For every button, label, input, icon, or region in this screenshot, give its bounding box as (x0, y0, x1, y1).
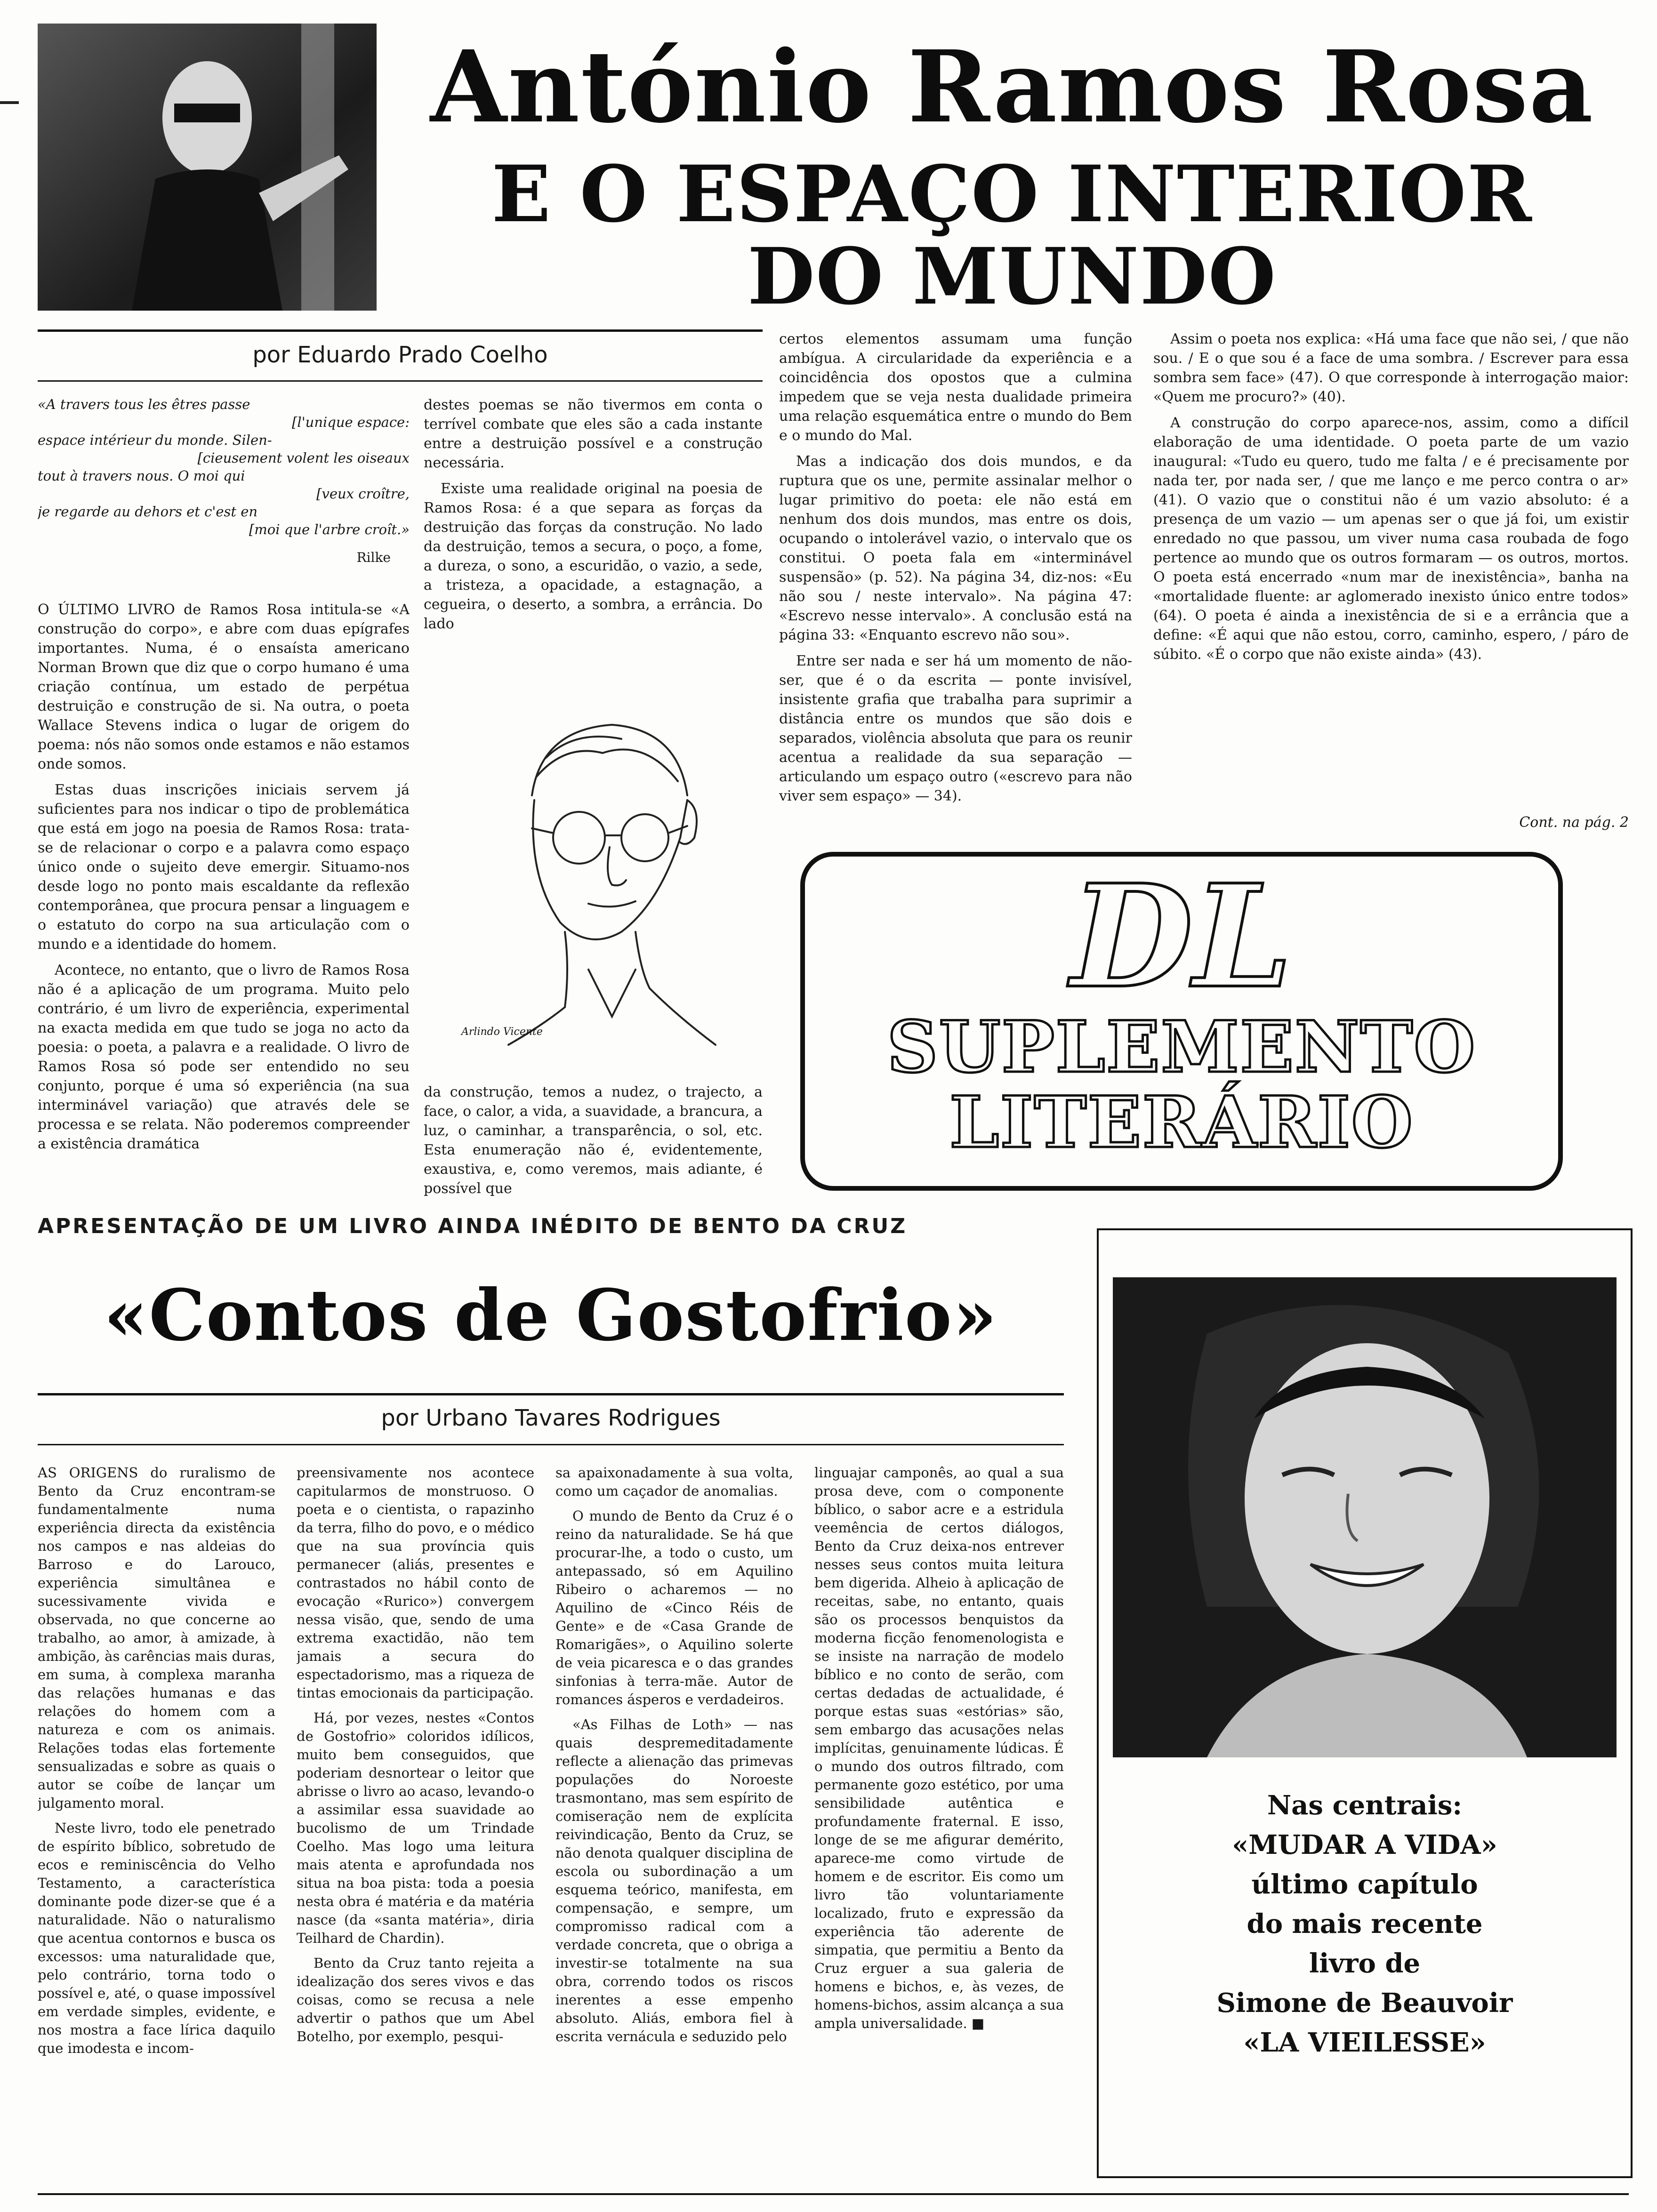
paragraph: A construção do corpo aparece-nos, assim, como a difícil elaboração de uma identidade. O poeta parte de um vazio inaugural: «Tudo eu quero, tudo me falta / e é precisamente por nada ter, por nada ser, / que me lanço e me perco contra o ar» (41). O vazio que o constitui não é um vazio absoluto: é a presença de um vazio — um apenas ser o que já foi, um existir enredado no que passou, um viver numa casa roubada de fogo pertence ao mundo que os outros formaram — os outros, mortos. O poeta está encerrado «num mar de inexistência», banha na «mortalidade fluente: ar aglomerado inexisto único entre todos» (64). O poeta é ainda a inexistência de si e a errância que a define: «É aqui que não estou, corro, caminho, espero, / páro de súbito. «É o corpo que não existe ainda» (43). (1153, 415, 1629, 663)
article2-column-3 (555, 1464, 793, 2174)
paragraph: destes poemas se não tivermos em conta o terrível combate que eles são a cada instante entre a destruição possível e a construção necessária. (424, 397, 763, 471)
epigraph (38, 395, 410, 538)
paragraph: O mundo de Bento da Cruz é o reino da naturalidade. Se há que procurar-lhe, a todo o custo, um antepassado, só em Aquilino Ribeiro o acharemos — no Aquilino de «Cinco Réis de Gente» e de «Casa Grande de Romarigães», o Aquilino solerte de veia picaresca e o das grandes sinfonias à terra-mãe. Autor de romances ásperos e verdadeiros. (555, 1508, 793, 1707)
paragraph: O ÚLTIMO LIVRO de Ramos Rosa intitula-se «A construção do corpo», e abre com duas epígrafes importantes. Numa, é o ensaísta americano Norman Brown que diz que o corpo humano é uma criação contínua, um estado de perpétua destruição e construção de si. Na outra, o poeta Wallace Stevens indica o lugar de origem do poema: nós não somos onde estamos e não estamos onde somos. (38, 601, 410, 772)
simone-de-beauvoir-photo (1113, 1277, 1617, 1757)
byline-rule-top (38, 329, 763, 332)
epigraph-line: [l'unique espace: (292, 414, 410, 430)
paragraph: Estas duas inscrições iniciais servem já suficientes para nos indicar o tipo de problemática que está em jogo na poesia de Ramos Rosa: trata-se de relacionar o corpo e a palavra como espaço único onde o sujeito deve emergir. Situamo-nos desde logo no ponto mais escaldante da reflexão contemporânea, que procura pensar a linguagem e o estatuto do corpo na sua articulação com o mundo e a identidade do homem. (38, 782, 410, 953)
literario-word: LITERÁRIO (949, 1081, 1414, 1164)
epigraph-line: [veux croître, (316, 486, 410, 502)
paragraph: Há, por vezes, nestes «Contos de Gostofrio» coloridos idílicos, muito bem conseguidos, que poderiam desnortear o leitor que abrisse o livro ao acaso, levando-o a assimilar essa suavidade ao bucolismo de um Trindade Coelho. Mas logo uma leitura mais atenta e aprofundada nos situa na boa pista: toda a poesia nesta obra é matéria e da matéria nasce (da «santa matéria», diria Teilhard de Chardin). (297, 1710, 534, 1946)
promo-line: «MUDAR A VIDA» (1232, 1829, 1497, 1860)
article2-column-1 (38, 1464, 275, 2174)
article1-column-2-bottom (424, 1082, 763, 1200)
byline-article2: por Urbano Tavares Rodrigues (381, 1405, 721, 1431)
epigraph-author: Rilke (356, 550, 391, 565)
article1-column-2-top (424, 395, 763, 682)
margin-mark (0, 101, 19, 104)
portrait-drawing (424, 687, 763, 1073)
epigraph-line: [cieusement volent les oiseaux (197, 450, 410, 466)
byline-article1: por Eduardo Prado Coelho (252, 342, 548, 368)
dl-logo: DL (1070, 853, 1293, 1019)
suplemento-literario-logo-box (800, 852, 1563, 1191)
epigraph-line: espace intérieur du monde. Silen- (38, 432, 272, 448)
paragraph: linguajar camponês, ao qual a sua prosa deve, com o componente bíblico, o sabor acre e a estridula veemência de certos diálogos, Bento da Cruz deixa-nos entrever nesses seus contos muita leitura bem digerida. Alheio à aplicação de receitas, sabe, no entanto, quais são os processos benquistos da moderna ficção fenomenologista e se insiste na narração de modelo bíblico e no conto de serão, com certas dedadas de actualidade, é porque estas suas «estórias» são, sem embargo das acusações nelas implícitas, genuinamente lúdicas. É o mundo dos outros filtrado, com permanente gozo estético, por uma sensibilidade autêntica e profundamente fraternal. E isso, longe de se me afigurar demérito, aparece-me como virtude de homem e de escritor. Eis como um livro tão voluntariamente localizado, fruto e expressão da experiência tão aderente de simpatia, que permitiu a Bento da Cruz erguer a sua galeria de homens e bichos, e, às vezes, de homens-bichos, assim alcança a sua ampla universalidade. ■ (814, 1465, 1064, 2031)
article2-column-2 (297, 1464, 534, 2174)
article2-title: «Contos de Gostofrio» (104, 1274, 998, 1357)
article1-column-3 (779, 329, 1132, 852)
promo-line: Nas centrais: (1267, 1790, 1463, 1821)
paragraph: da construção, temos a nudez, o trajecto, a face, o calor, a vida, a suavidade, a brancura, a luz, o caminhar, a transparência, o sol, etc. Esta enumeração não é, evidentemente, exaustiva, e, como veremos, mais adiante, é possível que (424, 1084, 763, 1197)
paragraph: sa apaixonadamente à sua volta, como um caçador de anomalias. (555, 1465, 793, 1499)
promo-line: último capítulo (1251, 1869, 1478, 1900)
paragraph: Existe uma realidade original na poesia de Ramos Rosa: é a que separa as forças da destruição das forças da construção. No lado da destruição, temos a secura, o poço, a fome, a dureza, o sono, a escuridão, o vazio, a sede, a tristeza, a opacidade, a estagnação, a cegueira, o deserto, a sombra, a errância. Do lado (424, 481, 763, 632)
article1-column-1 (38, 395, 410, 1200)
promo-line: «LA VIEILESSE» (1243, 2027, 1486, 2058)
byline2-rule-top (38, 1393, 1064, 1395)
article1-column-4 (1153, 329, 1629, 805)
article-subtitle-line1: E O ESPAÇO INTERIOR (491, 148, 1533, 240)
continued-note: Cont. na pág. 2 (1519, 814, 1629, 831)
paragraph: certos elementos assumam uma função ambígua. A circularidade da experiência e a coincidência dos opostos que a culmina impedem que se veja nesta dualidade primeira uma relação esquemática entre o mundo do Bem e o mundo do Mal. (779, 331, 1132, 444)
byline-rule-bottom (38, 380, 763, 382)
paragraph: Bento da Cruz tanto rejeita a idealização dos seres vivos e das coisas, como se recusa a nele advertir o pathos que um Abel Botelho, por exemplo, pesqui- (297, 1955, 534, 2044)
epigraph-line: tout à travers nous. O moi qui (38, 468, 245, 484)
paragraph: Acontece, no entanto, que o livro de Ramos Rosa não é a aplicação de um programa. Muito pelo contrário, é um livro de experiência, experimental na exacta medida em que tudo se joga no acto da poesia: o poeta, a palavra e a realidade. O livro de Ramos Rosa só pode ser entendido no seu conjunto, porque é uma só experiência (na sua interminável variação) que através dele se processa e se relata. Não poderemos compreender a existência dramática (38, 962, 410, 1152)
drawing-signature: Arlindo Vicente (461, 1026, 543, 1038)
article2-kicker: APRESENTAÇÃO DE UM LIVRO AINDA INÉDITO DE BENTO DA CRUZ (38, 1214, 908, 1238)
article-title: António Ramos Rosa (430, 29, 1594, 145)
promo-line: livro de (1309, 1948, 1421, 1979)
epigraph-line: [moi que l'arbre croît.» (249, 521, 410, 537)
paragraph: preensivamente nos acontece capitularmos de monstruoso. O poeta e o cientista, o rapazinho da terra, filho do povo, e o médico que na sua província quis permanecer (aliás, presentes e contrastados no hábil conto de evocação «Rurico») convergem nessa visão, que, sendo de uma extrema exactidão, não tem jamais a secura do espectadorismo, mas a riqueza de tintas emocionais da participação. (297, 1465, 534, 1701)
byline2-rule-bottom (38, 1444, 1064, 1445)
promo-line: do mais recente (1247, 1908, 1483, 1940)
paragraph: «As Filhas de Loth» — nas quais despremeditadamente reflecte a alienação das primevas populações do Noroeste trasmontano, mas sem espírito de comiseração nem de explícita reivindicação, Bento da Cruz, se não denota qualquer disciplina de escola ou subordinação a um esquema teórico, manifesta, em compensação, e sempre, um compromisso radical com a verdade concreta, que o obriga a investir-se totalmente na sua obra, correndo todos os riscos inerentes a esse empenho absoluto. Aliás, embora fiel à escrita vernácula e seduzido pelo (555, 1716, 793, 2044)
paragraph: Entre ser nada e ser há um momento de não-ser, que é o da escrita — ponte invisível, insistente grafia que trabalha para suprimir a distância entre os mundos que são dois e separados, violência absoluta que para os reunir acentua a realidade da sua separação — articulando um espaço outro («escrevo para não viver sem espaço» — 34). (779, 653, 1132, 804)
bottom-rule (38, 2193, 1629, 2195)
promo-line: Simone de Beauvoir (1216, 1988, 1513, 2019)
promo-box (1097, 1228, 1633, 2178)
paragraph: Neste livro, todo ele penetrado de espírito bíblico, sobretudo de ecos e reminiscência do Velho Testamento, a característica dominante pode dizer-se que é a naturalidade. Não o naturalismo que acentua contornos e busca os excessos: uma naturalidade que, pelo contrário, torna todo o possível e, até, o quase impossível em verdade simples, evidente, e nos mostra a face lírica daquilo que imodesta e incom- (38, 1820, 275, 2056)
epigraph-line: «A travers tous les êtres passe (38, 396, 250, 412)
suplemento-word: SUPLEMENTO (887, 1006, 1476, 1089)
author-photo (38, 24, 377, 311)
article-subtitle-line2: DO MUNDO (747, 231, 1277, 322)
article2-column-4 (814, 1464, 1064, 2174)
paragraph: AS ORIGENS do ruralismo de Bento da Cruz encontram-se fundamentalmente numa experiência directa da existência nos campos e nas aldeias do Barroso e do Larouco, experiência simultânea e sucessivamente vivida e observada, no que concerne ao trabalho, ao amor, à amizade, à ambição, às carências mais duras, em suma, à complexa maranha das relações humanas e das relações do homem com a natureza e com os animais. Relações todas elas fortemente sensualizadas e sobre as quais o autor se coíbe de lançar um julgamento moral. (38, 1465, 275, 1811)
paragraph: Assim o poeta nos explica: «Há uma face que não sei, / que não sou. / E o que sou é a face de uma sombra. / Escrever para essa sombra sem face» (47). O que corresponde à interrogação maior: «Quem me procuro?» (40). (1153, 331, 1629, 405)
epigraph-line: je regarde au dehors et c'est en (38, 504, 258, 520)
promo-text (1099, 1786, 1631, 2062)
paragraph: Mas a indicação dos dois mundos, e da ruptura que os une, permite assinalar melhor o lugar primitivo do poeta: ele não está em nenhum dos dois mundos, mas entre os dois, ocupando o intolerável vazio, o intervalo que os constitui. O poeta fala em «interminável suspensão» (p. 52). Na página 34, diz-nos: «Eu não sou / neste intervalo». Na página 47: «Escrevo nesse intervalo». A conclusão está na página 33: «Enquanto escrevo não sou». (779, 453, 1132, 643)
